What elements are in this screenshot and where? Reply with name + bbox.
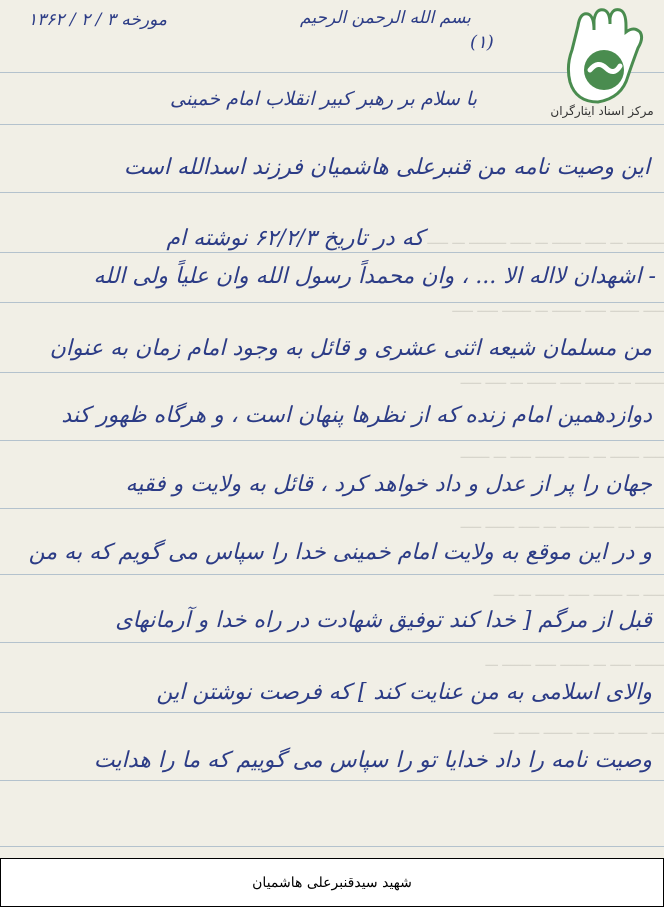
ruled-line — [0, 574, 664, 575]
letter-line-2: که در تاریخ ۶۲/۲/۳ نوشته ام — [166, 226, 424, 251]
letter-line-9: والای اسلامی به من عنایت کند ] که فرصت نوشتن این — [156, 680, 652, 705]
ruled-line — [0, 508, 664, 509]
letter-line-7: و در این موقع به ولایت امام خمینی خدا را سپاس می گویم که به من — [28, 540, 652, 565]
bleed-through: ـــــــ ـــ ـــــــ ـــــ ـــــــ ـــ ـــــ ـــــ — [460, 372, 664, 388]
ruled-line — [0, 192, 664, 193]
letter-line-8: قبل از مرگم [ خدا کند توفیق شهادت در راه خدا و آرمانهای — [115, 608, 652, 633]
letter-line-1: این وصیت نامه من قنبرعلی هاشمیان فرزند اسدالله است — [123, 155, 650, 180]
caption: شهید سیدقنبرعلی هاشمیان — [0, 858, 664, 907]
letter-line-6: جهان را پر از عدل و داد خواهد کرد ، قائل به ولایت و فقیه — [125, 472, 652, 497]
bleed-through: ـــــ ـــ ـــــــ ـــــ ـــــــ ـــ ـــــ — [493, 584, 664, 600]
ruled-line — [0, 780, 664, 781]
ruled-line — [0, 712, 664, 713]
greeting-line: با سلام بر رهبر کبیر انقلاب امام خمینی — [170, 88, 477, 110]
letter-line-4: من مسلمان شیعه اثنی عشری و قائل به وجود امام زمان به عنوان — [49, 336, 652, 361]
ruled-line — [0, 124, 664, 125]
bleed-through: ـــــــــ ـــ ـــــ ـــــــ ـــ ـــــ ـــــــــ ـــ ـــــ — [427, 232, 664, 248]
ruled-line — [0, 846, 664, 847]
bleed-through: ـــــ ـــــــ ـــ ـــــ ـــــــ ـــــ ـــ ـــــــ — [460, 446, 664, 462]
ruled-line — [0, 252, 664, 253]
letter-line-10: وصیت نامه را داد خدایا تو را سپاس می گوییم که ما را هدایت — [93, 748, 652, 773]
page-number: (۱) — [470, 32, 494, 53]
bleed-through: ـــــــ ـــــ ـــ ـــــــ ـــــ ـــــــ ـــ — [485, 654, 664, 670]
bleed-through: ـــــ ـــــــ ـــــ ـــــــ ـــ ـــــــ ـــــ ـــــ — [452, 300, 664, 316]
letter-line-5: دوازدهمین امام زنده که از نظرها پنهان است ، و هرگاه ظهور کند — [61, 403, 652, 428]
letter-date: مورخه ۳ / ۲ / ۱۳۶۲ — [28, 10, 168, 30]
letter-line-3: - اشهدان لااله الا ... ، وان محمداً رسول الله وان علیاً ولی الله — [93, 264, 656, 289]
bleed-through: ـــــــ ـــ ـــــ ـــــــ ـــ ـــــ ـــــــ ـــــ — [460, 516, 664, 532]
ruled-line — [0, 642, 664, 643]
bleed-through: ـــ ـــــــ ـــــ ـــ ـــــــ ـــــ ـــــ — [493, 722, 664, 738]
ruled-line — [0, 440, 664, 441]
bismillah: بسم الله الرحمن الرحیم — [300, 8, 471, 28]
logo-text: مرکز اسناد ایثارگران — [550, 104, 654, 118]
